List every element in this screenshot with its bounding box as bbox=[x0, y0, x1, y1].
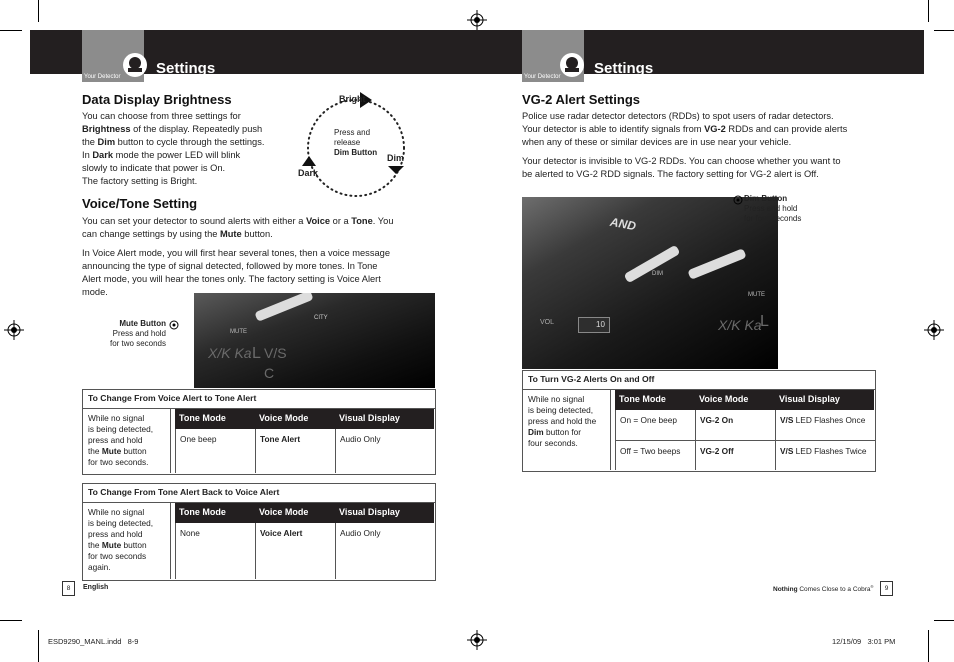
button-highlight bbox=[624, 245, 681, 284]
text: button bbox=[121, 540, 147, 550]
diagram-center-text bbox=[334, 128, 377, 158]
text: the bbox=[88, 540, 102, 550]
registration-mark-icon bbox=[924, 320, 944, 340]
table-cell: None bbox=[175, 523, 255, 579]
text: press and hold bbox=[88, 435, 143, 445]
mute-callout bbox=[96, 319, 166, 349]
text: be alerted to VG-2 RDD signals. The factory setting for VG-2 alert is Off. bbox=[522, 169, 819, 179]
table-cell: VG-2 Off bbox=[695, 441, 775, 470]
text: VG-2 bbox=[704, 124, 726, 134]
table-title: To Turn VG-2 Alerts On and Off bbox=[523, 371, 875, 390]
footer-language: English bbox=[83, 584, 109, 591]
page-title: Settings bbox=[594, 60, 654, 77]
text: Voice bbox=[305, 216, 331, 226]
text: announcing the type of signal detected, followed by more tones. In Tone bbox=[82, 261, 378, 271]
voice-tone-paragraph bbox=[82, 215, 442, 299]
table-cell: Tone Alert bbox=[255, 429, 335, 473]
text: Dim Button bbox=[744, 194, 788, 203]
brightness-paragraph bbox=[82, 110, 297, 188]
text: In Voice Alert mode, you will first hear several tones, then a voice message bbox=[82, 248, 390, 258]
table-cell: Audio Only bbox=[335, 429, 434, 473]
vg2-paragraph bbox=[522, 110, 892, 181]
text: Your detector is able to identify signals from bbox=[522, 124, 705, 134]
table-title: To Change From Tone Alert Back to Voice Alert bbox=[83, 484, 435, 503]
text: Your detector is invisible to VG-2 RDDs. You can choose whether you want to bbox=[522, 156, 841, 166]
dark-label: Dark bbox=[298, 168, 319, 178]
text: button to cycle through the settings. bbox=[115, 137, 265, 147]
column-header: Voice Mode bbox=[255, 409, 335, 429]
section-tab-label: Your Detector bbox=[524, 74, 561, 80]
table-instructions bbox=[523, 390, 611, 470]
crop-mark bbox=[38, 0, 39, 22]
text: You can set your detector to sound alerts with either a bbox=[82, 216, 306, 226]
button-highlight bbox=[687, 248, 746, 280]
table-vg2-toggle bbox=[522, 370, 876, 472]
table-cell: One beep bbox=[175, 429, 255, 473]
table-cell: Off = Two beeps bbox=[615, 441, 695, 470]
text: four seconds. bbox=[528, 438, 578, 448]
text: Dim bbox=[528, 427, 544, 437]
table-voice-to-tone bbox=[82, 389, 436, 475]
section-heading: VG-2 Alert Settings bbox=[522, 92, 640, 107]
column-header: Voice Mode bbox=[255, 503, 335, 523]
settings-badge-icon bbox=[559, 52, 585, 78]
text: LED Flashes Twice bbox=[793, 446, 867, 456]
display-bands: X/K Ka bbox=[208, 345, 252, 361]
crop-mark bbox=[38, 630, 39, 662]
table-instructions bbox=[83, 503, 171, 579]
column-header: Tone Mode bbox=[175, 503, 255, 523]
column-header: Visual Display bbox=[335, 503, 434, 523]
dim-callout bbox=[744, 194, 801, 224]
text: LED Flashes Once bbox=[793, 415, 866, 425]
text: Mute bbox=[101, 446, 122, 456]
text: mode the power LED will blink bbox=[113, 150, 241, 160]
volume-dial bbox=[578, 317, 610, 333]
triangle-icon bbox=[388, 166, 404, 174]
crop-mark bbox=[928, 630, 929, 662]
text: While no signal bbox=[88, 507, 145, 517]
text: Brightness bbox=[82, 124, 131, 134]
table-cell: Audio Only bbox=[335, 523, 434, 579]
section-heading: Voice/Tone Setting bbox=[82, 196, 198, 211]
text: slowly to indicate that power is On. bbox=[82, 163, 226, 173]
text: Comes Close to a Cobra bbox=[797, 586, 871, 594]
table-cell: Voice Alert bbox=[255, 523, 335, 579]
text: can change settings by using the bbox=[82, 229, 220, 239]
text: press and hold bbox=[88, 529, 143, 539]
text: release bbox=[334, 138, 361, 147]
text: V/S bbox=[780, 415, 794, 425]
brand-fragment: AND bbox=[608, 214, 638, 234]
crop-mark bbox=[934, 30, 954, 31]
section-heading: Data Display Brightness bbox=[82, 92, 232, 107]
text: Nothing bbox=[773, 586, 798, 594]
table-cell bbox=[775, 410, 874, 440]
crop-mark bbox=[934, 620, 954, 621]
text: In bbox=[82, 150, 93, 160]
page-number: 9 bbox=[880, 581, 893, 596]
dim-label: Dim bbox=[387, 153, 405, 163]
table-instructions bbox=[83, 409, 171, 473]
slug-date: 12/15/09 3:01 PM bbox=[832, 637, 896, 646]
text: Mute bbox=[220, 229, 242, 239]
registration-mark-icon bbox=[467, 10, 487, 30]
text: again. bbox=[88, 562, 111, 572]
right-header-bar bbox=[477, 30, 924, 80]
page-title: Settings bbox=[156, 60, 216, 77]
display-bands: X/K Ka bbox=[718, 317, 762, 333]
text: or a bbox=[330, 216, 352, 226]
section-tab-label: Your Detector bbox=[84, 74, 121, 80]
text: RDDs and can provide alerts bbox=[725, 124, 848, 134]
column-header: Tone Mode bbox=[615, 390, 695, 410]
text: V/S bbox=[780, 446, 794, 456]
city-label: CITY bbox=[314, 315, 328, 321]
text: is being detected, bbox=[528, 405, 594, 415]
registration-mark-icon bbox=[467, 630, 487, 650]
dim-device-label: DIM bbox=[652, 271, 663, 277]
text: You can choose from three settings for bbox=[82, 111, 241, 121]
table-cell bbox=[775, 441, 874, 470]
bright-label: Bright bbox=[339, 94, 366, 104]
display-l: L bbox=[252, 345, 261, 362]
text: button for bbox=[543, 427, 582, 437]
text: 10 bbox=[596, 320, 605, 329]
text: Press and bbox=[334, 128, 371, 137]
text: While no signal bbox=[88, 413, 145, 423]
text: Press and hold bbox=[744, 204, 798, 213]
crop-mark bbox=[0, 30, 22, 31]
column-header: Voice Mode bbox=[695, 390, 775, 410]
footer-tagline bbox=[773, 584, 873, 593]
text: Alert mode, you will hear the tones only. The factory setting is Voice Alert bbox=[82, 274, 381, 284]
text: for four seconds bbox=[744, 214, 802, 223]
text: Mute Button bbox=[119, 319, 166, 328]
text: button bbox=[121, 446, 147, 456]
column-header: Visual Display bbox=[775, 390, 874, 410]
triangle-icon bbox=[302, 156, 316, 166]
crop-mark bbox=[928, 0, 929, 22]
text: Police use radar detector detectors (RDDs) to spot users of radar detectors. bbox=[522, 111, 834, 121]
mute-label: MUTE bbox=[230, 329, 247, 335]
text: for two seconds bbox=[88, 551, 147, 561]
text: button. bbox=[241, 229, 273, 239]
text: Dim Button bbox=[334, 148, 378, 157]
mute-label: MUTE bbox=[748, 292, 765, 298]
registration-mark-icon bbox=[4, 320, 24, 340]
text: for two seconds bbox=[109, 339, 166, 348]
text: the bbox=[82, 137, 98, 147]
vol-label: VOL bbox=[540, 319, 555, 326]
column-header: Visual Display bbox=[335, 409, 434, 429]
display-vs: V/S bbox=[264, 345, 287, 361]
text: Dark bbox=[92, 150, 114, 160]
table-tone-to-voice bbox=[82, 483, 436, 581]
text: the bbox=[88, 446, 102, 456]
settings-badge-icon bbox=[122, 52, 148, 78]
text: The factory setting is Bright. bbox=[82, 176, 198, 186]
display-l: L bbox=[760, 313, 769, 330]
display-c: C bbox=[264, 365, 275, 381]
text: Mute bbox=[101, 540, 122, 550]
detector-photo-dim bbox=[522, 197, 778, 369]
text: Dim bbox=[97, 137, 116, 147]
text: Press and hold bbox=[112, 329, 166, 338]
text: is being detected, bbox=[88, 424, 154, 434]
text: mode. bbox=[82, 287, 108, 297]
page-number: 8 bbox=[62, 581, 75, 596]
text: . You bbox=[372, 216, 394, 226]
left-header-bar bbox=[30, 30, 477, 80]
table-cell: On = One beep bbox=[615, 410, 695, 440]
table-cell: VG-2 On bbox=[695, 410, 775, 440]
table-title: To Change From Voice Alert to Tone Alert bbox=[83, 390, 435, 409]
text: ® bbox=[870, 584, 874, 589]
callout-dot-icon bbox=[168, 319, 180, 331]
text: for two seconds. bbox=[88, 457, 149, 467]
text: While no signal bbox=[528, 394, 585, 404]
text: of the display. Repeatedly push bbox=[130, 124, 263, 134]
slug-file: ESD9290_MANL.indd 8-9 bbox=[48, 637, 139, 646]
text: is being detected, bbox=[88, 518, 154, 528]
crop-mark bbox=[0, 620, 22, 621]
callout-dot-icon bbox=[733, 195, 743, 205]
column-header: Tone Mode bbox=[175, 409, 255, 429]
text: when any of these or similar devices are in use near your vehicle. bbox=[522, 137, 792, 147]
text: Tone bbox=[351, 216, 373, 226]
text: press and hold the bbox=[528, 416, 597, 426]
detector-photo-mute bbox=[194, 293, 435, 388]
button-highlight bbox=[254, 293, 313, 322]
